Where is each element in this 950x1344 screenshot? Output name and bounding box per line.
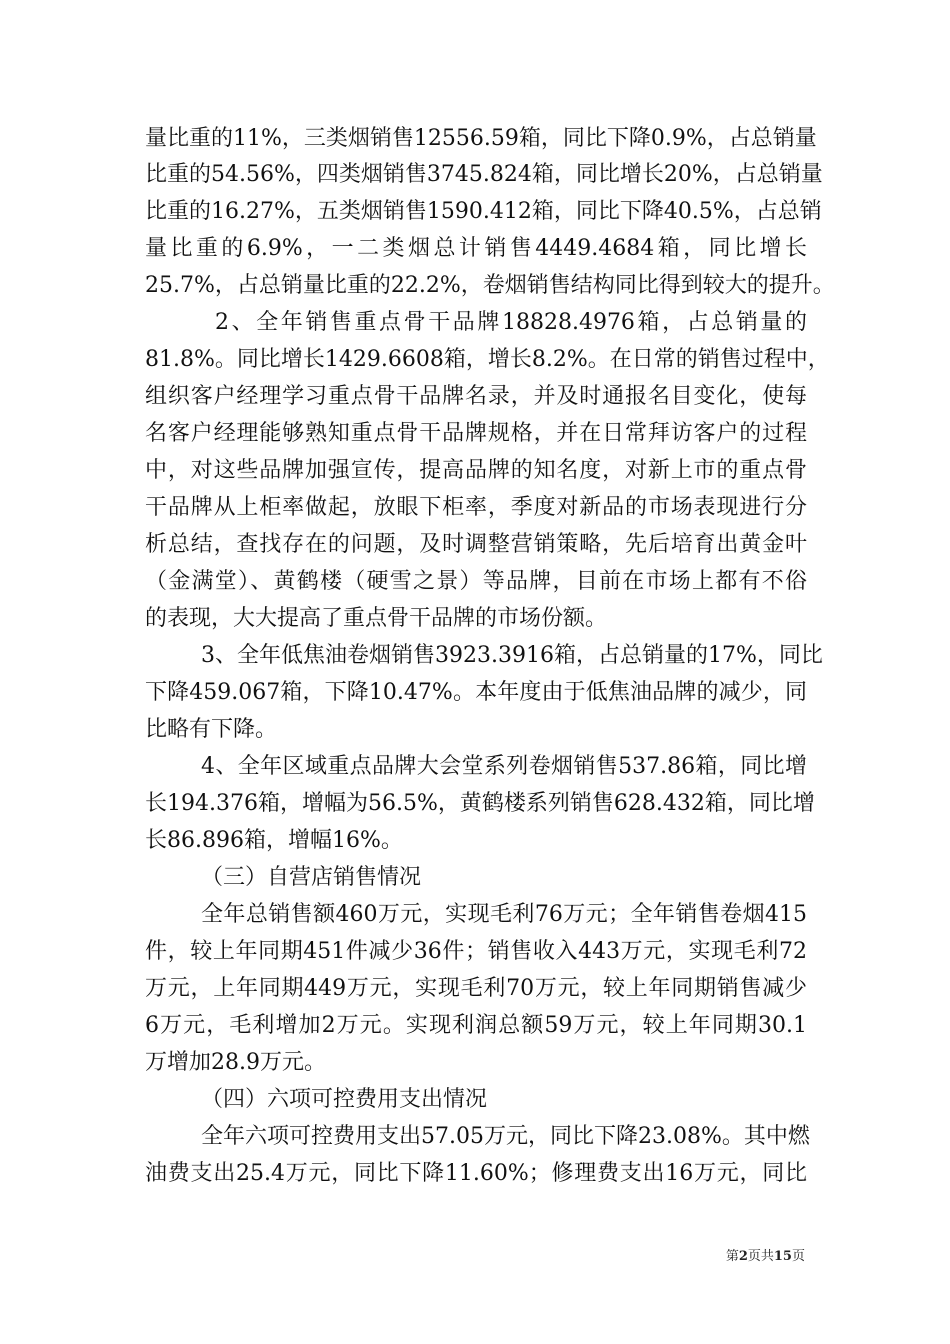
body-text-line: 析总结，查找存在的问题，及时调整营销策略，先后培育出黄金叶 bbox=[145, 532, 807, 557]
body-text-line: 长86.896箱，增幅16%。 bbox=[145, 828, 403, 853]
body-text-line: 万增加28.9万元。 bbox=[145, 1050, 326, 1075]
body-text-line: 81.8%。同比增长1429.6608箱，增长8.2%。在日常的销售过程中， bbox=[145, 347, 830, 372]
footer-middle: 页共 bbox=[747, 1249, 774, 1264]
paragraph-4-first-line: 4、全年区域重点品牌大会堂系列卷烟销售537.86箱，同比增 bbox=[201, 754, 807, 779]
paragraph-2-first-line: 2、全年销售重点骨干品牌18828.4976箱，占总销量的 bbox=[215, 310, 807, 335]
section-heading-self-run-store: （三）自营店销售情况 bbox=[201, 865, 422, 890]
page-number-footer bbox=[726, 1248, 805, 1266]
body-text-line: 油费支出25.4万元，同比下降11.60%；修理费支出16万元，同比 bbox=[145, 1161, 807, 1186]
body-text-line: （金满堂）、黄鹤楼（硬雪之景）等品牌，目前在市场上都有不俗 bbox=[145, 569, 807, 594]
body-text-line: 25.7%，占总销量比重的22.2%，卷烟销售结构同比得到较大的提升。 bbox=[145, 273, 835, 298]
body-text-line: 比略有下降。 bbox=[145, 717, 278, 742]
body-text-line: 中，对这些品牌加强宣传，提高品牌的知名度，对新上市的重点骨 bbox=[145, 458, 807, 483]
body-text-line: 组织客户经理学习重点骨干品牌名录，并及时通报名目变化，使每 bbox=[145, 384, 807, 409]
body-text-line: 比重的16.27%，五类烟销售1590.412箱，同比下降40.5%，占总销 bbox=[145, 199, 822, 224]
body-text-line: 长194.376箱，增幅为56.5%，黄鹤楼系列销售628.432箱，同比增 bbox=[145, 791, 815, 816]
body-text-line: 量比重的11%，三类烟销售12556.59箱，同比下降0.9%，占总销量 bbox=[145, 126, 817, 151]
body-text-line: 名客户经理能够熟知重点骨干品牌规格，并在日常拜访客户的过程 bbox=[145, 421, 807, 446]
body-text-line: 6万元，毛利增加2万元。实现利润总额59万元，较上年同期30.1 bbox=[145, 1013, 807, 1038]
paragraph-3-first-line: 3、全年低焦油卷烟销售3923.3916箱，占总销量的17%，同比 bbox=[201, 643, 823, 668]
body-text-line: 万元，上年同期449万元，实现毛利70万元，较上年同期销售减少 bbox=[145, 976, 807, 1001]
paragraph-costs-first-line: 全年六项可控费用支出57.05万元，同比下降23.08%。其中燃 bbox=[201, 1124, 810, 1149]
footer-current-page: 2 bbox=[738, 1249, 748, 1264]
footer-suffix: 页 bbox=[791, 1249, 805, 1264]
body-text-line: 比重的54.56%，四类烟销售3745.824箱，同比增长20%，占总销量 bbox=[145, 162, 823, 187]
body-text-line: 件，较上年同期451件减少36件；销售收入443万元，实现毛利72 bbox=[145, 939, 807, 964]
paragraph-store-first-line: 全年总销售额460万元，实现毛利76万元；全年销售卷烟415 bbox=[201, 902, 807, 927]
body-text-line: 量比重的6.9%，一二类烟总计销售4449.4684箱，同比增长 bbox=[145, 236, 807, 261]
footer-prefix: 第 bbox=[725, 1249, 739, 1264]
body-text-line: 的表现，大大提高了重点骨干品牌的市场份额。 bbox=[145, 606, 608, 631]
footer-total-pages: 15 bbox=[773, 1249, 792, 1264]
body-text-line: 干品牌从上柜率做起，放眼下柜率，季度对新品的市场表现进行分 bbox=[145, 495, 807, 520]
section-heading-controllable-costs: （四）六项可控费用支出情况 bbox=[201, 1087, 488, 1112]
body-text-line: 下降459.067箱，下降10.47%。本年度由于低焦油品牌的减少，同 bbox=[145, 680, 807, 705]
